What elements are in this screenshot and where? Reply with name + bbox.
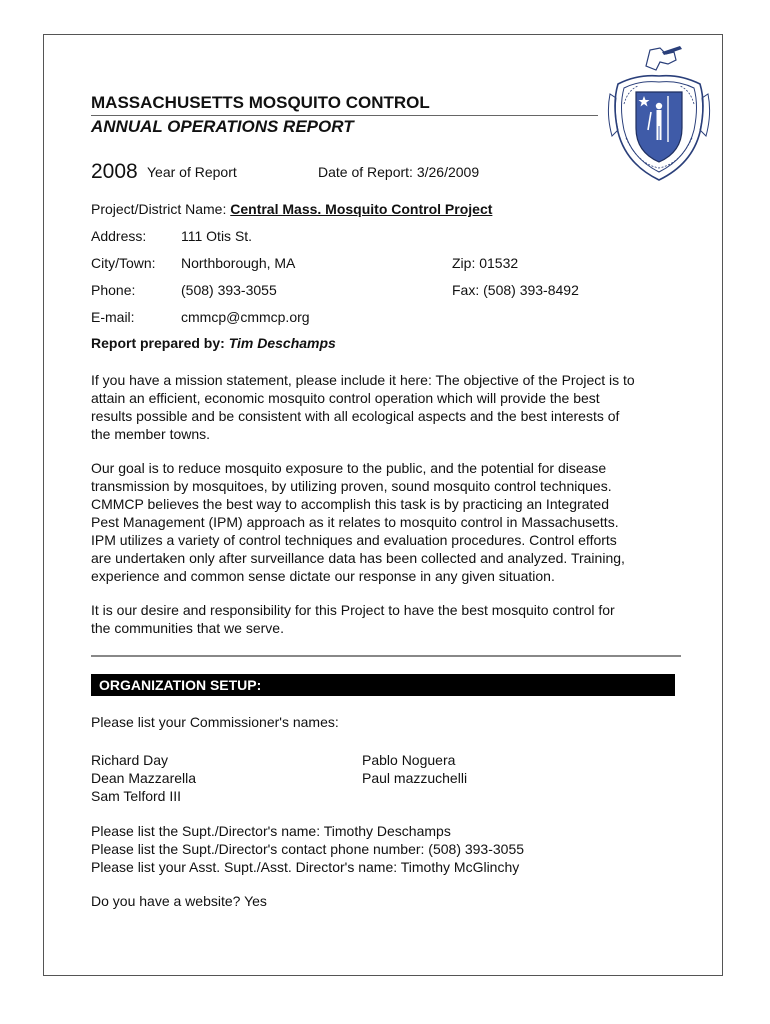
city-label: City/Town: — [91, 255, 156, 271]
director-line: Please list the Supt./Director's contact phone number: (508) 393-3055 — [91, 841, 525, 857]
commissioner-name: Dean Mazzarella — [91, 770, 197, 786]
address-value: 111 Otis St. — [181, 228, 253, 244]
desire-paragraph — [91, 601, 691, 637]
commissioner-name: Sam Telford III — [91, 788, 182, 804]
commissioner-name: Pablo Noguera — [362, 752, 456, 768]
project-name-value: Central Mass. Mosquito Control Project — [230, 201, 493, 217]
organization-setup-banner: ORGANIZATION SETUP: — [91, 674, 675, 696]
mission-statement — [91, 371, 691, 443]
email-label: E-mail: — [91, 309, 135, 325]
report-title: MASSACHUSETTS MOSQUITO CONTROL — [91, 93, 430, 112]
email-value: cmmcp@cmmcp.org — [181, 309, 310, 325]
mission-line: results possible and be consistent with all ecological aspects and the best interests of — [91, 408, 620, 424]
director-line: Please list your Asst. Supt./Asst. Director's name: Timothy McGlinchy — [91, 859, 520, 875]
zip-value: Zip: 01532 — [452, 255, 519, 271]
fax-value: Fax: (508) 393-8492 — [452, 282, 579, 298]
phone-label: Phone: — [91, 282, 136, 298]
goal-line: CMMCP believes the best way to accomplish this task is by practicing an Integrated — [91, 496, 609, 512]
project-name-label: Project/District Name: — [91, 201, 231, 217]
city-value: Northborough, MA — [181, 255, 296, 271]
report-date: Date of Report: 3/26/2009 — [318, 164, 480, 180]
report-year-label: Year of Report — [147, 164, 237, 180]
goal-line: Pest Management (IPM) approach as it relates to mosquito control in Massachusetts. — [91, 514, 619, 530]
desire-line: It is our desire and responsibility for this Project to have the best mosquito control for — [91, 602, 615, 618]
website-question: Do you have a website? Yes — [91, 893, 267, 909]
mission-line: If you have a mission statement, please include it here: The objective of the Project is to — [91, 372, 635, 388]
massachusetts-seal-icon — [604, 44, 714, 186]
commissioners-left-list — [91, 751, 341, 805]
goal-paragraph — [91, 459, 691, 585]
prepared-by-row — [91, 335, 336, 351]
desire-line: the communities that we serve. — [91, 620, 284, 636]
commissioners-prompt: Please list your Commissioner's names: — [91, 714, 339, 730]
prepared-by-label: Report prepared by: — [91, 335, 229, 351]
address-label: Address: — [91, 228, 147, 244]
mission-line: the member towns. — [91, 426, 211, 442]
goal-line: are undertaken only after surveillance data has been collected and analyzed. Training, — [91, 550, 625, 566]
commissioners-right-list — [362, 751, 612, 787]
phone-value: (508) 393-3055 — [181, 282, 277, 298]
project-name-row — [91, 201, 492, 217]
director-info — [91, 822, 691, 876]
report-year: 2008 — [91, 160, 138, 183]
report-subtitle: ANNUAL OPERATIONS REPORT — [91, 117, 354, 136]
director-line: Please list the Supt./Director's name: Timothy Deschamps — [91, 823, 451, 839]
goal-line: Our goal is to reduce mosquito exposure to the public, and the potential for disease — [91, 460, 607, 476]
goal-line: experience and common sense dictate our response in any given situation. — [91, 568, 555, 584]
title-divider — [91, 115, 598, 116]
commissioner-name: Paul mazzuchelli — [362, 770, 468, 786]
section-divider — [91, 655, 681, 657]
commissioner-name: Richard Day — [91, 752, 169, 768]
goal-line: IPM utilizes a variety of control techniques and evaluation procedures. Control efforts — [91, 532, 617, 548]
goal-line: transmission by mosquitoes, by utilizing proven, sound mosquito control techniques. — [91, 478, 612, 494]
prepared-by-value: Tim Deschamps — [228, 335, 336, 351]
mission-line: attain an efficient, economic mosquito control operation which will provide the best — [91, 390, 600, 406]
